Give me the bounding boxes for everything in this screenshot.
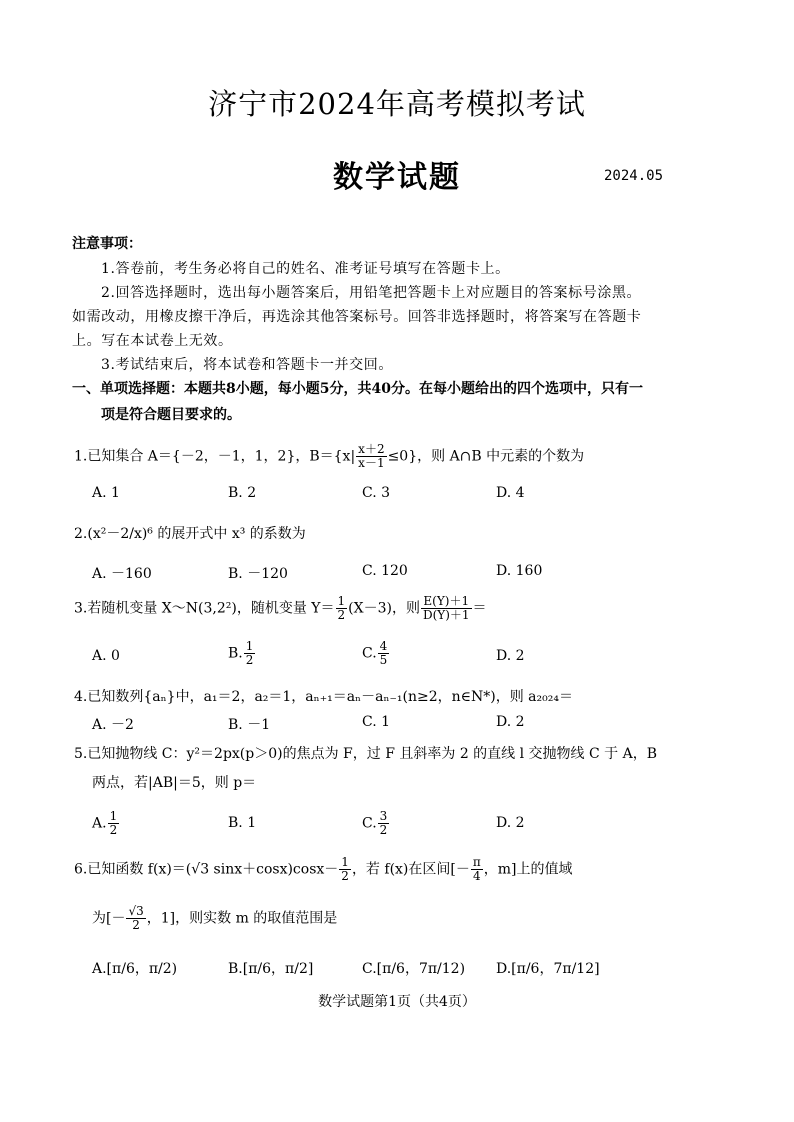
q4-option-a: A. －2 — [92, 717, 134, 733]
q5-option-b: B. 1 — [228, 815, 257, 831]
q1-option-c: C. 3 — [362, 485, 391, 501]
q1-option-b: B. 2 — [228, 485, 257, 501]
q3-option-b-num: 1 — [245, 639, 254, 653]
q6-root-frac — [126, 905, 145, 932]
q6-root-den: 2 — [132, 918, 140, 932]
question-5-cont: 两点，若|AB|＝5，则 p＝ — [92, 775, 257, 791]
q5-option-a-label: A. — [92, 815, 107, 832]
q6-option-c: C.[π/6，7π/12) — [362, 961, 466, 977]
q3-half-den: 2 — [337, 608, 346, 622]
q3-suffix: ＝ — [472, 600, 487, 617]
q1-option-d: D. 4 — [496, 485, 525, 501]
section-1-heading: 一、单项选择题：本题共8小题，每小题5分，共40分。在每小题给出的四个选项中，只有一 — [72, 381, 643, 397]
q6-line2-suffix: ，1]，则实数 m 的取值范围是 — [146, 910, 338, 927]
q3-frac-den: D(Y)＋1 — [422, 608, 470, 622]
q6-suffix: ，m]上的值域 — [483, 861, 573, 878]
q3-option-a: A. 0 — [92, 648, 120, 664]
q1-frac-num: x＋2 — [358, 442, 385, 456]
q6-option-a: A.[π/6，π/2) — [92, 961, 178, 977]
q5-option-a-num: 1 — [109, 809, 118, 823]
q6-half — [339, 856, 351, 883]
q3-option-c-frac — [378, 640, 390, 667]
q2-option-b: B. －120 — [228, 566, 288, 582]
q2-option-a: A. －160 — [92, 566, 152, 582]
q4-option-b: B. －1 — [228, 717, 271, 733]
q2-option-d: D. 160 — [496, 563, 543, 579]
notes-heading: 注意事项： — [72, 236, 142, 252]
question-6 — [74, 856, 573, 883]
q3-option-b — [228, 640, 256, 667]
q3-option-d: D. 2 — [496, 648, 525, 664]
q1-suffix: ≤0}，则 A∩B 中元素的个数为 — [387, 448, 585, 465]
note-item-1: 1.答卷前，考生务必将自己的姓名、准考证号填写在答题卡上。 — [101, 261, 510, 277]
question-2: 2.(x²－2/x)⁶ 的展开式中 x³ 的系数为 — [74, 526, 306, 542]
q4-option-d: D. 2 — [496, 714, 525, 730]
question-4: 4.已知数列{aₙ}中，a₁＝2，a₂＝1，aₙ₊₁＝aₙ－aₙ₋₁(n≥2，n∈N*)，则 a₂₀₂₄＝ — [74, 689, 573, 705]
q2-option-c: C. 120 — [362, 563, 408, 579]
q3-option-b-den: 2 — [245, 653, 254, 667]
q3-option-b-frac — [244, 640, 256, 667]
q3-option-c-label: C. — [362, 645, 377, 662]
exam-date: 2024.05 — [604, 168, 664, 184]
q1-fraction — [356, 443, 386, 470]
q1-prefix: 1.已知集合 A＝{－2，－1，1，2}，B＝{x| — [74, 448, 356, 465]
q5-option-a — [92, 810, 120, 837]
q3-option-c-num: 4 — [379, 639, 388, 653]
q3-option-b-label: B. — [228, 645, 243, 662]
q6-option-d: D.[π/6，7π/12] — [496, 961, 600, 977]
q6-line2-prefix: 为[－ — [92, 910, 126, 927]
question-3 — [74, 595, 487, 622]
q6-prefix: 6.已知函数 f(x)＝(√3 sinx＋cosx)cosx－ — [74, 861, 339, 878]
q1-option-a: A. 1 — [92, 485, 120, 501]
q5-option-c-den: 2 — [379, 823, 388, 837]
q3-mid: (X－3)，则 — [348, 600, 420, 617]
q5-option-c-frac — [378, 810, 390, 837]
q3-fraction — [421, 595, 472, 622]
q6-pi-num: π — [472, 855, 481, 869]
q3-option-c-den: 5 — [379, 653, 388, 667]
exam-title: 济宁市2024年高考模拟考试 — [208, 87, 586, 121]
q6-root-num: √3 — [128, 904, 144, 918]
q3-prefix: 3.若随机变量 X～N(3,2²)，随机变量 Y＝ — [74, 600, 335, 617]
q6-half-num: 1 — [341, 855, 349, 869]
q1-frac-den: x－1 — [358, 456, 385, 470]
subject-title: 数学试题 — [333, 160, 461, 195]
note-item-3: 3.考试结束后，将本试卷和答题卡一并交回。 — [101, 357, 393, 373]
question-6-cont — [92, 905, 337, 932]
q4-option-c: C. 1 — [362, 714, 391, 730]
section-1-heading-cont: 项是符合题目要求的。 — [101, 407, 241, 423]
q3-half — [336, 595, 348, 622]
q6-pi-frac — [471, 856, 483, 883]
q5-option-c — [362, 810, 390, 837]
q3-half-num: 1 — [337, 594, 346, 608]
q6-mid: ，若 f(x)在区间[－ — [351, 861, 470, 878]
q6-half-den: 2 — [341, 869, 349, 883]
page-footer: 数学试题第1页（共4页） — [318, 994, 476, 1010]
q5-option-a-den: 2 — [109, 823, 118, 837]
q5-option-c-label: C. — [362, 815, 377, 832]
q5-option-d: D. 2 — [496, 815, 525, 831]
q5-option-a-frac — [108, 810, 120, 837]
q3-option-c — [362, 640, 390, 667]
q5-option-c-num: 3 — [379, 809, 388, 823]
note-item-2-end: 上。写在本试卷上无效。 — [72, 333, 233, 349]
note-item-2-cont: 如需改动，用橡皮擦干净后，再选涂其他答案标号。回答非选择题时，将答案写在答题卡 — [72, 309, 642, 325]
q3-frac-num: E(Y)＋1 — [421, 595, 472, 609]
question-5: 5.已知抛物线 C：y²＝2px(p＞0)的焦点为 F，过 F 且斜率为 2 的直线 l 交抛物线 C 于 A，B — [74, 746, 658, 762]
q6-pi-den: 4 — [472, 869, 481, 883]
question-1 — [74, 443, 584, 470]
q6-option-b: B.[π/6，π/2] — [228, 961, 314, 977]
note-item-2: 2.回答选择题时，选出每小题答案后，用铅笔把答题卡上对应题目的答案标号涂黑。 — [101, 285, 642, 301]
